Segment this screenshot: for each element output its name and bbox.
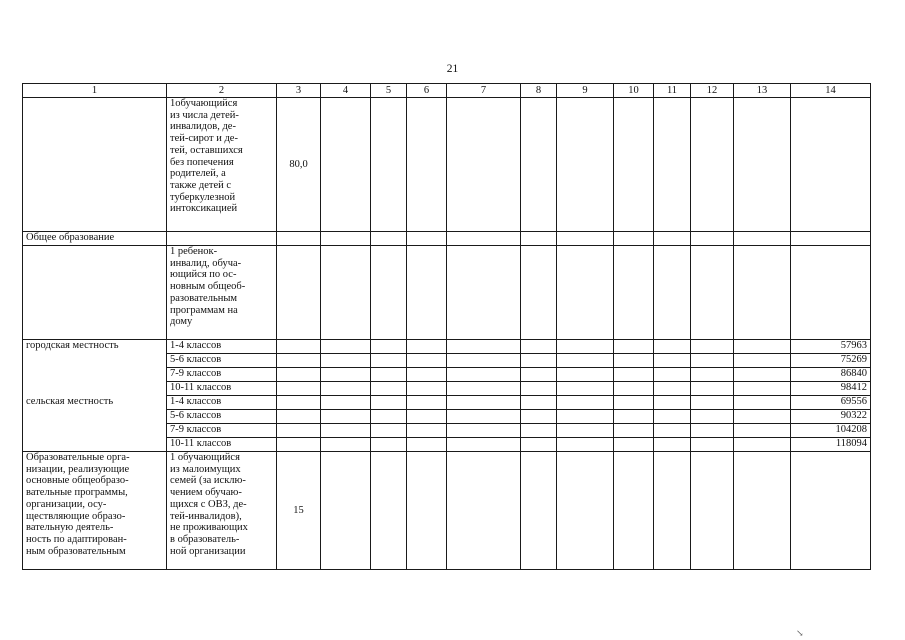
- table-cell: [321, 368, 371, 382]
- table-cell: [447, 98, 521, 232]
- table-cell: [277, 340, 321, 354]
- table-row: [23, 98, 871, 232]
- value-cell: 118094: [791, 438, 871, 452]
- table-cell: [791, 232, 871, 246]
- cell-line: также детей с: [170, 179, 232, 191]
- table-cell: [614, 396, 654, 410]
- table-cell: [791, 98, 871, 232]
- table-row: [23, 396, 871, 410]
- table-cell: [734, 410, 791, 424]
- header-cell: 12: [691, 84, 734, 98]
- table-cell: [734, 246, 791, 340]
- table-cell: [654, 382, 691, 396]
- table-cell: [654, 368, 691, 382]
- table-cell: [691, 340, 734, 354]
- cell-line: новным общеоб-: [170, 281, 246, 293]
- table-cell: [521, 368, 557, 382]
- table-cell: [557, 340, 614, 354]
- table-cell: [447, 368, 521, 382]
- table-cell: [371, 424, 407, 438]
- cell-line: в образователь-: [170, 533, 240, 545]
- header-cell: 13: [734, 84, 791, 98]
- table-cell: [521, 354, 557, 368]
- area-label-rural: сельская местность: [23, 396, 167, 452]
- table-cell: [321, 340, 371, 354]
- cell-line: тей-инвалидов),: [170, 510, 242, 522]
- table-cell: [447, 424, 521, 438]
- table-cell: [614, 410, 654, 424]
- table-cell: [557, 424, 614, 438]
- table-cell: [371, 354, 407, 368]
- cell-line: инвалид, обуча-: [170, 257, 242, 269]
- table-cell: [654, 98, 691, 232]
- table-cell: [691, 354, 734, 368]
- table-cell: [407, 354, 447, 368]
- table-cell: [371, 410, 407, 424]
- table-cell: [371, 382, 407, 396]
- table-cell: [557, 452, 614, 570]
- table-cell: [614, 368, 654, 382]
- header-cell: 7: [447, 84, 521, 98]
- table-cell: [614, 340, 654, 354]
- table-cell: [277, 368, 321, 382]
- table-cell: [23, 98, 167, 232]
- header-cell: 3: [277, 84, 321, 98]
- table-cell: [447, 232, 521, 246]
- header-cell: 5: [371, 84, 407, 98]
- section-label: Общее образование: [23, 232, 167, 246]
- table-cell: [321, 424, 371, 438]
- table-cell: 15: [277, 452, 321, 570]
- table-cell: [614, 438, 654, 452]
- cell-line: вательную деятель-: [26, 522, 114, 534]
- page-number: 21: [446, 63, 459, 75]
- value-cell: 86840: [791, 368, 871, 382]
- header-cell: 8: [521, 84, 557, 98]
- header-cell: 6: [407, 84, 447, 98]
- table-cell: [557, 354, 614, 368]
- cell-line: 1 ребенок-: [170, 246, 218, 257]
- value-cell: 69556: [791, 396, 871, 410]
- table-cell: [614, 232, 654, 246]
- table-cell: [614, 424, 654, 438]
- table-cell: [321, 382, 371, 396]
- grade-cell: 10-11 классов: [167, 438, 277, 452]
- table-cell: [734, 232, 791, 246]
- cell-line: программам на: [170, 304, 238, 316]
- cell-line: 1обучающийся: [170, 98, 238, 109]
- table-cell: [691, 396, 734, 410]
- table-cell: [371, 232, 407, 246]
- table-cell: [654, 396, 691, 410]
- table-cell: [521, 410, 557, 424]
- table-cell: [277, 246, 321, 340]
- header-cell: 2: [167, 84, 277, 98]
- table-cell: [321, 232, 371, 246]
- table-cell: [521, 424, 557, 438]
- table-cell: [371, 340, 407, 354]
- cell-line: организации, осу-: [26, 498, 107, 510]
- table-cell: [447, 340, 521, 354]
- document-table: [22, 83, 871, 570]
- table-cell: [691, 368, 734, 382]
- table-cell: [521, 396, 557, 410]
- grade-cell: 5-6 классов: [167, 410, 277, 424]
- cell-line: из числа детей-: [170, 109, 239, 121]
- table-cell: [654, 232, 691, 246]
- cell-line: без попечения: [170, 156, 234, 168]
- cell-line: туберкулезной: [170, 191, 236, 203]
- table-cell: [447, 396, 521, 410]
- table-cell: [371, 368, 407, 382]
- table-cell: [521, 452, 557, 570]
- table-cell: [734, 354, 791, 368]
- table-cell: [167, 232, 277, 246]
- header-cell: 1: [23, 84, 167, 98]
- table-cell: [654, 340, 691, 354]
- table-cell: [167, 246, 277, 340]
- value-cell: 90322: [791, 410, 871, 424]
- table-cell: [691, 438, 734, 452]
- cell-line: Образовательные орга-: [26, 452, 130, 463]
- table-cell: [407, 232, 447, 246]
- table-cell: [23, 246, 167, 340]
- table-cell: [654, 452, 691, 570]
- table-cell: [691, 410, 734, 424]
- value-cell: 75269: [791, 354, 871, 368]
- table-cell: [371, 396, 407, 410]
- table-cell: [557, 368, 614, 382]
- table-cell: [557, 246, 614, 340]
- table-cell: [557, 396, 614, 410]
- table-cell: [521, 232, 557, 246]
- table-cell: [371, 438, 407, 452]
- cell-line: ществляющие образо-: [26, 510, 126, 522]
- table-body: [23, 84, 871, 570]
- table-cell: [734, 424, 791, 438]
- table-cell: [407, 98, 447, 232]
- cell-line: чением обучаю-: [170, 487, 242, 499]
- table-cell: [654, 424, 691, 438]
- table-cell: [321, 452, 371, 570]
- table-cell: [447, 382, 521, 396]
- table-cell: [691, 382, 734, 396]
- header-row: [23, 84, 871, 98]
- table-cell: [521, 98, 557, 232]
- table-cell: [734, 98, 791, 232]
- area-label-urban: городская местность: [23, 340, 167, 396]
- table-cell: [321, 396, 371, 410]
- table-cell: [407, 410, 447, 424]
- table-cell: [277, 438, 321, 452]
- table-cell: [167, 98, 277, 232]
- cell-line: ность по адаптирован-: [26, 533, 127, 545]
- table-cell: [734, 368, 791, 382]
- value-cell: 98412: [791, 382, 871, 396]
- table-cell: [691, 232, 734, 246]
- table-cell: [371, 98, 407, 232]
- table-cell: [447, 438, 521, 452]
- table-cell: [734, 382, 791, 396]
- cell-line: семей (за исклю-: [170, 475, 246, 487]
- table-cell: [654, 438, 691, 452]
- table-cell: [447, 354, 521, 368]
- cell-line: тей-сирот и де-: [170, 133, 238, 145]
- grade-cell: 7-9 классов: [167, 424, 277, 438]
- table-cell: [654, 410, 691, 424]
- table-cell: [321, 246, 371, 340]
- table-cell: [521, 340, 557, 354]
- table-cell: [734, 340, 791, 354]
- table-cell: [407, 340, 447, 354]
- cell-line: тей, оставшихся: [170, 144, 243, 156]
- corner-mark: ↘: [796, 628, 804, 638]
- table-cell: [321, 98, 371, 232]
- table-cell: [407, 438, 447, 452]
- header-cell: 4: [321, 84, 371, 98]
- cell-line: ющийся по ос-: [170, 269, 237, 281]
- table-cell: [277, 232, 321, 246]
- grade-cell: 7-9 классов: [167, 368, 277, 382]
- table-cell: [321, 438, 371, 452]
- grade-cell: 1-4 классов: [167, 396, 277, 410]
- table-cell: [557, 382, 614, 396]
- table-cell: [691, 98, 734, 232]
- table-cell: [371, 246, 407, 340]
- table-cell: [557, 98, 614, 232]
- table-cell: [734, 438, 791, 452]
- table-cell: [557, 410, 614, 424]
- table-cell: [447, 246, 521, 340]
- table-cell: [447, 452, 521, 570]
- cell-line: родителей, а: [170, 168, 226, 180]
- table-cell: [321, 410, 371, 424]
- table-cell: [791, 246, 871, 340]
- table-cell: [791, 452, 871, 570]
- cell-line: разовательным: [170, 292, 238, 304]
- header-cell: 11: [654, 84, 691, 98]
- section-row: [23, 232, 871, 246]
- table-cell: [654, 354, 691, 368]
- table-cell: [277, 424, 321, 438]
- table-cell: [614, 246, 654, 340]
- table-cell: [614, 452, 654, 570]
- table-row: [23, 246, 871, 340]
- table-cell: [277, 396, 321, 410]
- cell-line: ной организации: [170, 545, 246, 557]
- table-cell: [614, 382, 654, 396]
- table-cell: [407, 246, 447, 340]
- table-row: [23, 452, 871, 570]
- table-cell: [614, 98, 654, 232]
- header-cell: 9: [557, 84, 614, 98]
- value-cell: 57963: [791, 340, 871, 354]
- cell-line: ным образовательным: [26, 545, 126, 557]
- table-cell: [691, 424, 734, 438]
- table-cell: [691, 246, 734, 340]
- header-cell: 14: [791, 84, 871, 98]
- table-cell: [521, 246, 557, 340]
- grade-cell: 1-4 классов: [167, 340, 277, 354]
- grade-cell: 5-6 классов: [167, 354, 277, 368]
- table-cell: [277, 410, 321, 424]
- cell-line: не проживающих: [170, 522, 248, 534]
- table-cell: [734, 396, 791, 410]
- cell-line: дому: [170, 316, 193, 328]
- table-cell: [734, 452, 791, 570]
- value-cell: 104208: [791, 424, 871, 438]
- table-cell: [167, 452, 277, 570]
- cell-line: 1 обучающийся: [170, 452, 240, 463]
- table-cell: [407, 382, 447, 396]
- table-cell: [321, 354, 371, 368]
- cell-line: основные общеобразо-: [26, 475, 129, 487]
- header-cell: 10: [614, 84, 654, 98]
- table-cell: [407, 452, 447, 570]
- table-cell: [371, 452, 407, 570]
- table-cell: [691, 452, 734, 570]
- table-cell: [654, 246, 691, 340]
- grade-cell: 10-11 классов: [167, 382, 277, 396]
- table-cell: [407, 424, 447, 438]
- table-cell: [23, 452, 167, 570]
- table-cell: [521, 438, 557, 452]
- cell-line: щихся с ОВЗ, де-: [170, 498, 247, 510]
- table-cell: [557, 438, 614, 452]
- cell-line: инвалидов, де-: [170, 121, 236, 133]
- cell-line: низации, реализующие: [26, 463, 130, 475]
- table-row: [23, 340, 871, 354]
- table-cell: [277, 354, 321, 368]
- table-cell: [614, 354, 654, 368]
- cell-line: вательные программы,: [26, 487, 128, 499]
- table-cell: 80,0: [277, 98, 321, 232]
- table-cell: [407, 396, 447, 410]
- table-cell: [557, 232, 614, 246]
- table-cell: [521, 382, 557, 396]
- cell-line: интоксикацией: [170, 203, 238, 215]
- cell-line: из малоимущих: [170, 463, 241, 475]
- table-cell: [407, 368, 447, 382]
- table-cell: [447, 410, 521, 424]
- table-cell: [277, 382, 321, 396]
